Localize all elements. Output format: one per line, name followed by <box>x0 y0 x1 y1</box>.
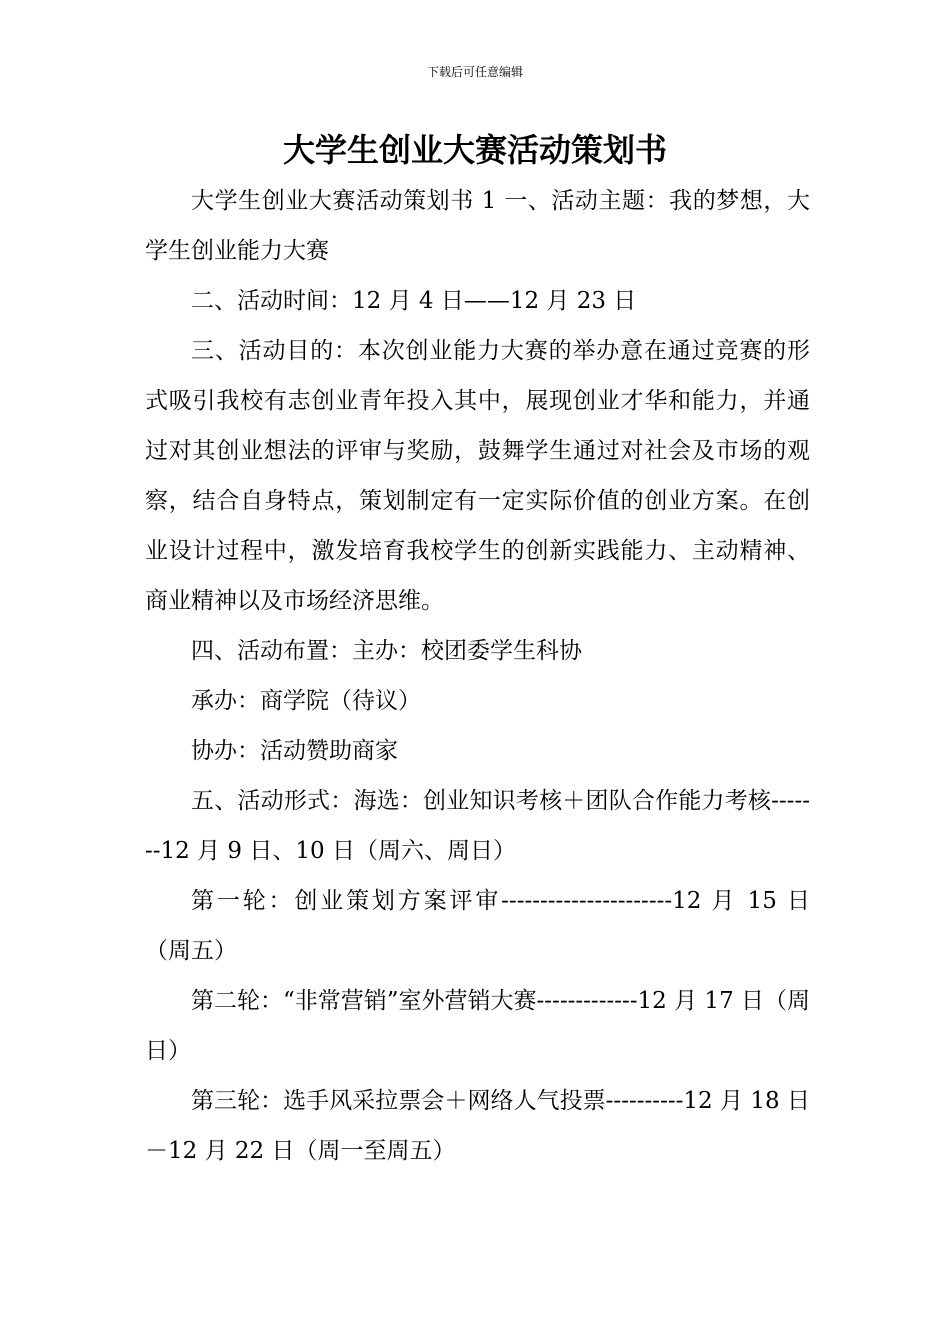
paragraph-round-one: 第一轮：创业策划方案评审----------------------12 月 15 日（周五） <box>145 888 810 964</box>
document-body <box>145 176 810 1176</box>
paragraph-purpose: 三、活动目的：本次创业能力大赛的举办意在通过竞赛的形式吸引我校有志创业青年投入其中，展现创业才华和能力，并通过对其创业想法的评审与奖励，鼓舞学生通过对社会及市场的观察，结合自身特点，策划制定有一定实际价值的创业方案。在创业设计过程中，激发培育我校学生的创新实践能力、主动精神、商业精神以及市场经济思维。 <box>145 338 810 614</box>
paragraph-organizer: 四、活动布置：主办：校团委学生科协 <box>191 638 582 664</box>
page-header-note: 下载后可任意编辑 <box>426 65 523 79</box>
paragraph-theme: 大学生创业大赛活动策划书 1 一、活动主题：我的梦想，大学生创业能力大赛 <box>145 188 810 264</box>
paragraph-undertaker: 承办：商学院（待议） <box>191 688 421 714</box>
document-title: 大学生创业大赛活动策划书 <box>282 131 667 169</box>
paragraph-round-three: 第三轮：选手风采拉票会＋网络人气投票----------12 月 18 日－12 月 22 日（周一至周五） <box>145 1088 810 1164</box>
paragraph-time: 二、活动时间：12 月 4 日——12 月 23 日 <box>191 288 637 314</box>
paragraph-round-two: 第二轮：“非常营销”室外营销大赛-------------12 月 17 日（周日） <box>145 988 811 1064</box>
paragraph-co-organizer: 协办：活动赞助商家 <box>191 738 398 764</box>
paragraph-format: 五、活动形式：海选：创业知识考核＋团队合作能力考核-------12 月 9 日、10 日（周六、周日） <box>145 788 810 864</box>
